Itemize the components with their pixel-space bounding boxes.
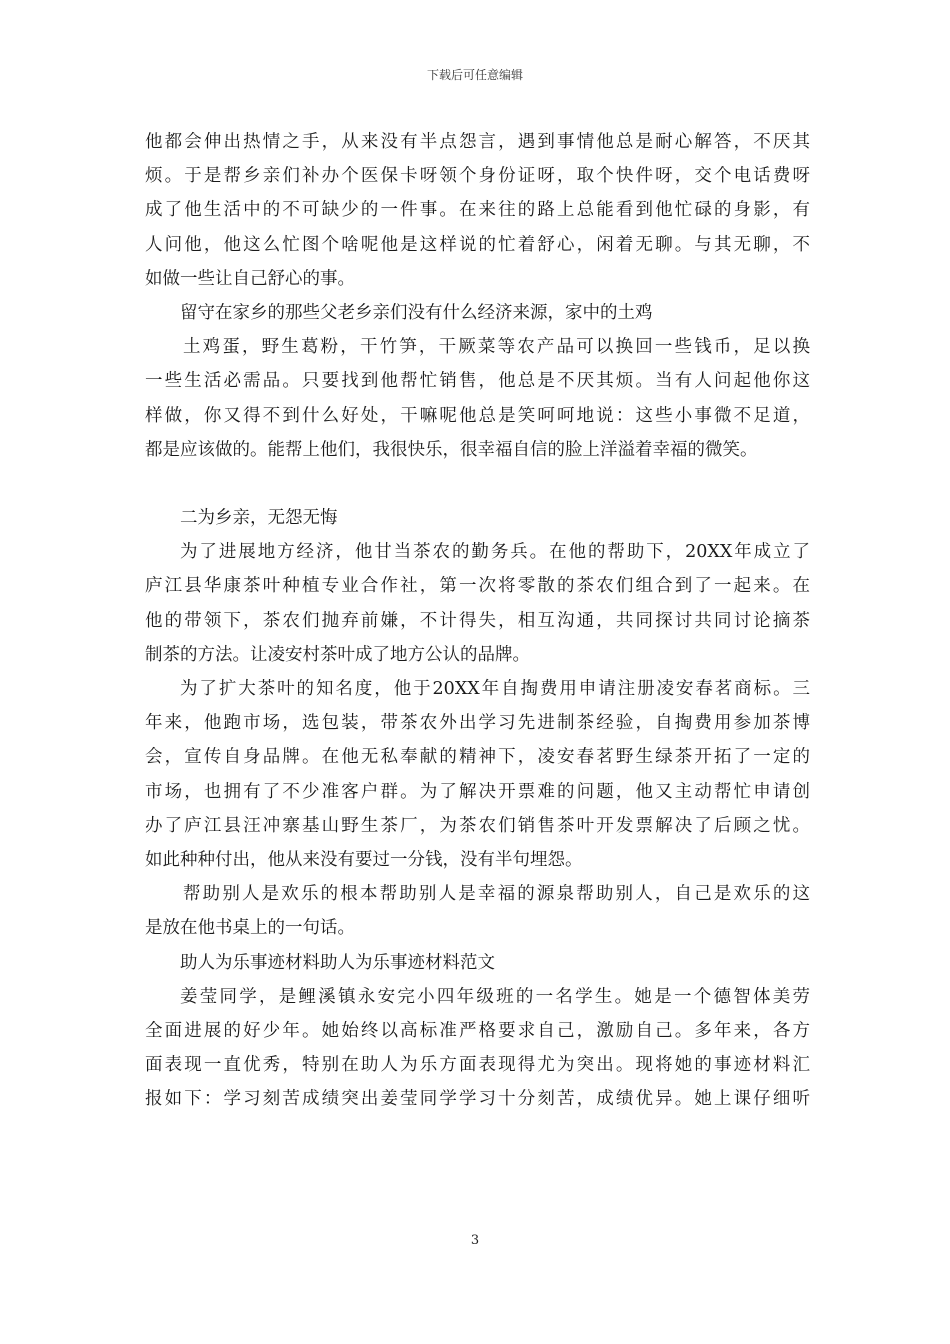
text-line: 留守在家乡的那些父老乡亲们没有什么经济来源，家中的土鸡	[180, 303, 653, 324]
text-line: 成了他生活中的不可缺少的一件事。在来往的路上总能看到他忙碌的身影，有	[145, 200, 810, 221]
text-line: 全面进展的好少年。她始终以高标准严格要求自己，激励自己。多年来，各方	[145, 1021, 810, 1042]
paragraph	[145, 296, 810, 330]
paragraph	[145, 125, 810, 296]
text-line: 为了进展地方经济，他甘当茶农的勤务兵。在他的帮助下，20XX年成立了	[180, 542, 810, 563]
text-line: 姜莹同学，是鲤溪镇永安完小四年级班的一名学生。她是一个德智体美劳	[180, 986, 810, 1007]
text-line: 如此种种付出，他从来没有要过一分钱，没有半句埋怨。	[145, 850, 583, 871]
text-line: 如做一些让自己舒心的事。	[145, 268, 355, 289]
text-line: 都是应该做的。能帮上他们，我很快乐，很幸福自信的脸上洋溢着幸福的微笑。	[145, 439, 758, 460]
paragraph	[145, 672, 810, 877]
text-line: 二为乡亲，无怨无悔	[180, 508, 338, 529]
text-line: 土鸡蛋，野生葛粉，干竹笋，干厥菜等农产品可以换回一些钱币，足以换	[183, 337, 810, 358]
text-line: 报如下：学习刻苦成绩突出姜莹同学学习十分刻苦，成绩优异。她上课仔细听	[145, 1089, 810, 1110]
text-line: 会，宣传自身品牌。在他无私奉献的精神下，凌安春茗野生绿茶开拓了一定的	[145, 747, 810, 768]
paragraph	[145, 980, 810, 1117]
text-line: 办了庐江县汪冲寨基山野生茶厂，为茶农们销售茶叶开发票解决了后顾之忧。	[145, 815, 810, 836]
text-line: 庐江县华康茶叶种植专业合作社，第一次将零散的茶农们组合到了一起来。在	[145, 576, 810, 597]
page-number: 3	[470, 1233, 480, 1248]
text-line: 他的带领下，茶农们抛弃前嫌，不计得失，相互沟通，共同探讨共同讨论摘茶	[145, 610, 810, 631]
paragraph	[145, 330, 810, 467]
text-line: 人问他，他这么忙图个啥呢他是这样说的忙着舒心，闲着无聊。与其无聊，不	[145, 234, 810, 255]
text-line: 烦。于是帮乡亲们补办个医保卡呀领个身份证呀，取个快件呀，交个电话费呀	[145, 166, 810, 187]
text-line: 为了扩大茶叶的知名度，他于20XX年自掏费用申请注册凌安春茗商标。三	[180, 679, 810, 700]
text-line: 他都会伸出热情之手，从来没有半点怨言，遇到事情他总是耐心解答，不厌其	[145, 132, 810, 152]
text-line: 一些生活必需品。只要找到他帮忙销售，他总是不厌其烦。当有人问起他你这	[145, 371, 810, 392]
text-line: 是放在他书桌上的一句话。	[145, 918, 355, 939]
blank-line	[145, 467, 810, 501]
text-line: 面表现一直优秀，特别在助人为乐方面表现得尤为突出。现将她的事迹材料汇	[145, 1055, 810, 1076]
document-body	[145, 125, 810, 1117]
text-line: 市场，也拥有了不少准客户群。为了解决开票难的问题，他又主动帮忙申请创	[145, 781, 810, 802]
paragraph	[145, 535, 810, 672]
section-heading	[145, 501, 810, 535]
text-line: 年来，他跑市场，选包装，带茶农外出学习先进制茶经验，自掏费用参加茶博	[145, 713, 810, 734]
page-header: 下载后可任意编辑	[426, 68, 523, 82]
paragraph	[145, 877, 810, 945]
section-heading	[145, 946, 810, 980]
text-line: 助人为乐事迹材料助人为乐事迹材料范文	[180, 952, 495, 973]
text-line: 制茶的方法。让凌安村茶叶成了地方公认的品牌。	[145, 644, 530, 665]
text-line: 样做，你又得不到什么好处，干嘛呢他总是笑呵呵地说：这些小事微不足道，	[145, 405, 810, 426]
text-line: 帮助别人是欢乐的根本帮助别人是幸福的源泉帮助别人，自己是欢乐的这	[183, 884, 810, 905]
